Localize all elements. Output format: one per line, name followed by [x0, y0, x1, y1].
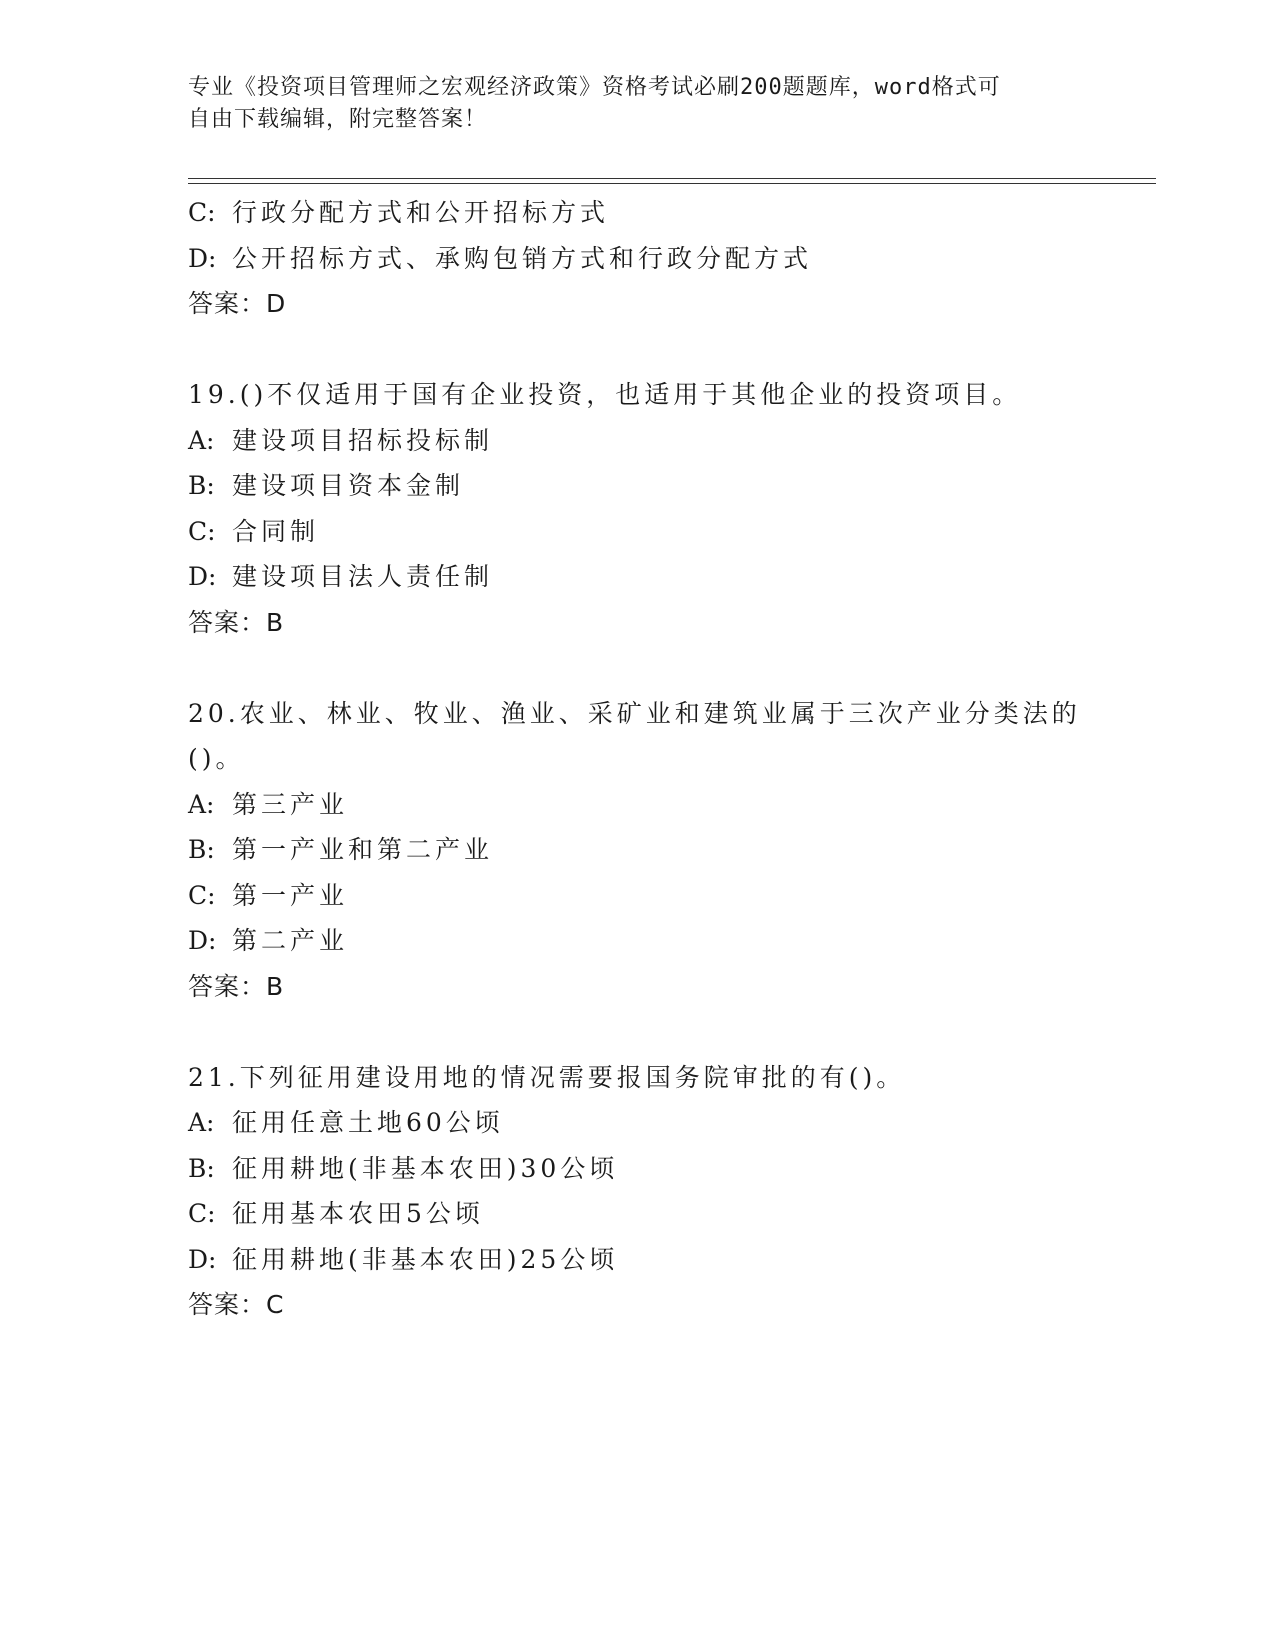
- option-b: [188, 827, 1088, 873]
- answer-line: 答案：D: [188, 289, 287, 318]
- option-d: [188, 918, 1088, 964]
- option-c: [188, 509, 1088, 555]
- option-c: [188, 1191, 1088, 1237]
- option-text: 征用耕地(非基本农田)25公顷: [232, 1244, 619, 1274]
- option-d: [188, 1237, 1088, 1283]
- question-21: [188, 1055, 1088, 1328]
- option-text: 第一产业: [232, 880, 349, 910]
- option-text: 征用基本农田5公顷: [232, 1199, 484, 1228]
- option-letter: A:: [188, 1108, 215, 1137]
- header-divider-top: [188, 178, 1156, 179]
- question-20: [188, 691, 1088, 1010]
- option-letter: C:: [188, 880, 216, 910]
- option-text: 行政分配方式和公开招标方式: [232, 198, 610, 227]
- option-text: 征用耕地(非基本农田)30公顷: [232, 1153, 619, 1183]
- document-header: [188, 72, 1088, 136]
- option-b: [188, 463, 1088, 509]
- header-divider-bottom: [188, 183, 1156, 184]
- option-a: [188, 1100, 1088, 1146]
- document-body: [188, 190, 1088, 1328]
- option-text: 建设项目法人责任制: [232, 562, 494, 591]
- option-letter: C:: [188, 516, 216, 546]
- header-line-1: 专业《投资项目管理师之宏观经济政策》资格考试必刷200题题库，word格式可: [188, 75, 1001, 100]
- header-line-2: 自由下载编辑，附完整答案！: [188, 107, 488, 132]
- option-text: 建设项目资本金制: [232, 471, 465, 500]
- option-letter: D:: [188, 243, 217, 273]
- spacer: [188, 645, 1088, 691]
- option-text: 第二产业: [232, 926, 349, 955]
- option-text: 征用任意土地60公顷: [232, 1108, 504, 1137]
- option-d: [188, 236, 1088, 282]
- option-text: 公开招标方式、承购包销方式和行政分配方式: [232, 243, 813, 273]
- option-a: [188, 782, 1088, 828]
- question-stem: 19.()不仅适用于国有企业投资，也适用于其他企业的投资项目。: [188, 380, 1022, 409]
- option-text: 建设项目招标投标制: [232, 425, 494, 455]
- question-19: [188, 372, 1088, 645]
- spacer: [188, 327, 1088, 373]
- answer-line: 答案：C: [188, 1290, 285, 1319]
- option-text: 第一产业和第二产业: [232, 835, 494, 864]
- option-b: [188, 1146, 1088, 1192]
- option-letter: D:: [188, 926, 217, 955]
- option-letter: D:: [188, 1244, 217, 1274]
- option-letter: B:: [188, 835, 215, 864]
- option-letter: C:: [188, 198, 216, 227]
- option-letter: A:: [188, 425, 215, 455]
- spacer: [188, 1009, 1088, 1055]
- question-stem-continued: ()。: [188, 744, 245, 773]
- option-c: [188, 190, 1088, 236]
- option-letter: A:: [188, 789, 215, 819]
- question-stem: 20.农业、林业、牧业、渔业、采矿业和建筑业属于三次产业分类法的: [188, 698, 1081, 728]
- answer-line: 答案：B: [188, 607, 285, 637]
- option-text: 合同制: [232, 516, 320, 546]
- question-continued: [188, 190, 1088, 327]
- option-a: [188, 418, 1088, 464]
- option-letter: C:: [188, 1199, 216, 1228]
- question-stem: 21.下列征用建设用地的情况需要报国务院审批的有()。: [188, 1062, 906, 1092]
- option-letter: B:: [188, 471, 215, 500]
- answer-line: 答案：B: [188, 971, 285, 1001]
- option-d: [188, 554, 1088, 600]
- option-text: 第三产业: [232, 789, 349, 819]
- option-c: [188, 873, 1088, 919]
- option-letter: B:: [188, 1153, 215, 1183]
- option-letter: D:: [188, 562, 217, 591]
